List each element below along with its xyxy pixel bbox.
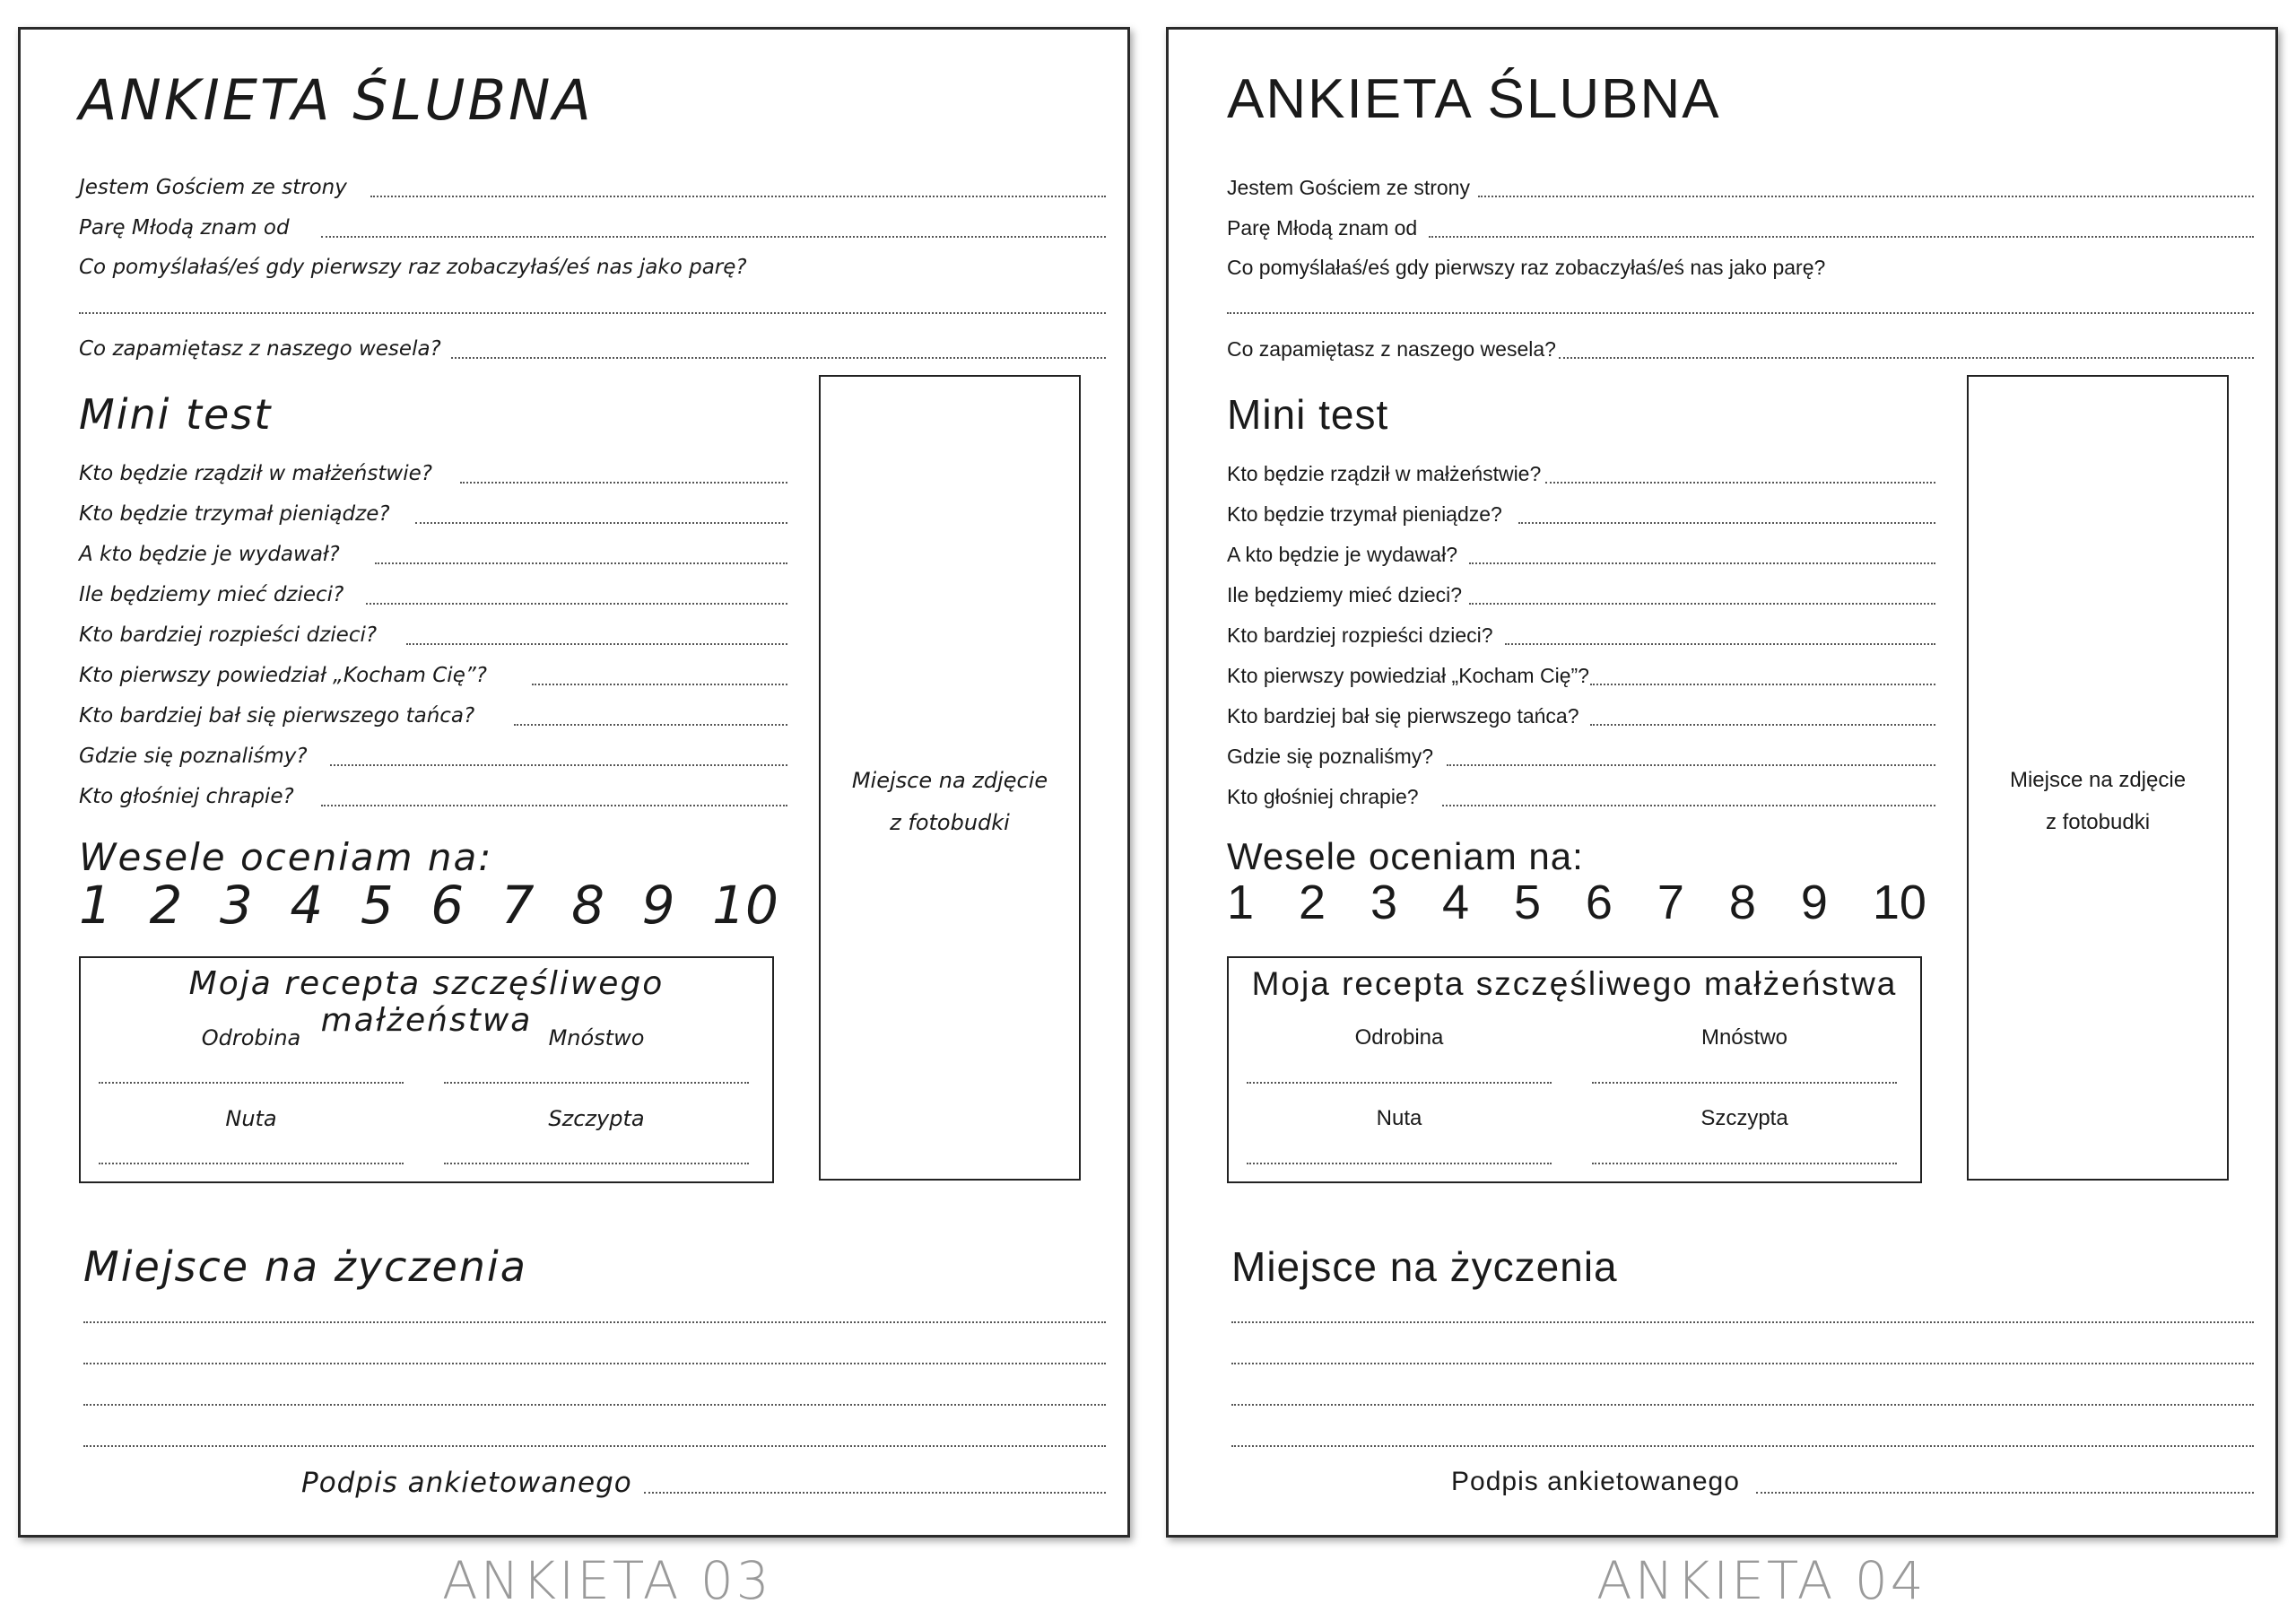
- question-guest-side: Jestem Gościem ze strony: [79, 176, 347, 199]
- photo-box: [819, 375, 1081, 1181]
- mini-test-answer-line[interactable]: [532, 684, 787, 685]
- mini-test-question: A kto będzie je wydawał?: [79, 543, 340, 566]
- recipe-answer-line[interactable]: [1247, 1082, 1552, 1084]
- recipe-label: Szczypta: [1700, 1106, 1788, 1130]
- caption-ankieta-04: ANKIETA 04: [1596, 1550, 1926, 1611]
- recipe-title: Moja recepta szczęśliwego małżeństwa: [1251, 965, 1898, 1002]
- recipe-answer-line[interactable]: [1247, 1163, 1552, 1164]
- recipe-answer-line[interactable]: [1592, 1163, 1897, 1164]
- answer-line-guest-side[interactable]: [370, 196, 1106, 197]
- mini-test-answer-line[interactable]: [460, 482, 787, 484]
- question-know-since: Parę Młodą znam od: [79, 216, 290, 240]
- mini-test-answer-line[interactable]: [415, 522, 787, 524]
- recipe-answer-line[interactable]: [99, 1082, 404, 1084]
- question-guest-side: Jestem Gościem ze strony: [1227, 176, 1470, 199]
- rating-option[interactable]: 5: [360, 875, 394, 936]
- wishes-line[interactable]: [83, 1321, 1106, 1323]
- mini-test-question: Kto będzie trzymał pieniądze?: [1227, 502, 1502, 526]
- question-first-thought: Co pomyślałaś/eś gdy pierwszy raz zobaczyłaś/eś nas jako parę?: [79, 256, 747, 279]
- answer-line-first-thought[interactable]: [79, 312, 1106, 314]
- mini-test-answer-line[interactable]: [1518, 522, 1935, 524]
- mini-test-question: Kto bardziej rozpieści dzieci?: [1227, 623, 1493, 647]
- signature-line[interactable]: [644, 1492, 1106, 1494]
- mini-test-answer-line[interactable]: [366, 603, 787, 605]
- mini-test-question: Kto pierwszy powiedział „Kocham Cię”?: [1227, 664, 1589, 687]
- wishes-heading: Miejsce na życzenia: [83, 1242, 527, 1291]
- question-remember: Co zapamiętasz z naszego wesela?: [79, 337, 441, 361]
- mini-test-heading: Mini test: [1227, 391, 1389, 438]
- rating-option[interactable]: 7: [1657, 876, 1684, 929]
- rating-option[interactable]: 6: [430, 875, 465, 936]
- rating-option[interactable]: 9: [1800, 876, 1828, 929]
- wishes-line[interactable]: [1231, 1321, 2254, 1323]
- signature-label: Podpis ankietowanego: [1451, 1467, 1740, 1496]
- rating-option[interactable]: 8: [571, 875, 605, 936]
- rating-option[interactable]: 2: [1298, 876, 1326, 929]
- rating-scale: [79, 875, 778, 936]
- recipe-box: [1227, 956, 1922, 1183]
- recipe-answer-line[interactable]: [444, 1082, 749, 1084]
- question-remember: Co zapamiętasz z naszego wesela?: [1227, 337, 1556, 361]
- photo-label-line2: z fotobudki: [890, 810, 1010, 835]
- mini-test-question: Kto bardziej rozpieści dzieci?: [79, 623, 378, 647]
- sheet-title: ANKIETA ŚLUBNA: [1227, 68, 1721, 130]
- mini-test-question: A kto będzie je wydawał?: [1227, 543, 1457, 566]
- recipe-label: Mnóstwo: [1700, 1025, 1788, 1050]
- rating-option[interactable]: 3: [219, 875, 253, 936]
- mini-test-question: Ile będziemy mieć dzieci?: [1227, 583, 1463, 606]
- survey-sheet-04: [1166, 27, 2278, 1538]
- survey-sheet-03: [18, 27, 1130, 1538]
- wishes-heading: Miejsce na życzenia: [1231, 1243, 1618, 1290]
- mini-test-answer-line[interactable]: [375, 562, 787, 564]
- mini-test-answer-line[interactable]: [1545, 482, 1935, 484]
- wishes-line[interactable]: [83, 1445, 1106, 1447]
- mini-test-answer-line[interactable]: [321, 805, 787, 806]
- mini-test-heading: Mini test: [79, 390, 273, 439]
- photo-label-line2: z fotobudki: [2045, 810, 2151, 834]
- rating-option[interactable]: 3: [1370, 876, 1398, 929]
- mini-test-question: Kto będzie rządził w małżeństwie?: [1227, 462, 1542, 485]
- answer-line-know-since[interactable]: [321, 236, 1106, 238]
- rating-option[interactable]: 1: [79, 875, 112, 936]
- mini-test-answer-line[interactable]: [406, 643, 787, 645]
- mini-test-answer-line[interactable]: [1442, 805, 1935, 806]
- caption-ankieta-03: ANKIETA 03: [442, 1550, 772, 1611]
- rating-option[interactable]: 4: [1441, 876, 1469, 929]
- recipe-label: Szczypta: [548, 1106, 645, 1131]
- mini-test-question: Gdzie się poznaliśmy?: [79, 745, 308, 768]
- mini-test-question: Kto bardziej bał się pierwszego tańca?: [79, 704, 475, 728]
- mini-test-question: Kto głośniej chrapie?: [1227, 785, 1419, 808]
- signature-label: Podpis ankietowanego: [301, 1467, 632, 1499]
- photo-label-line1: Miejsce na zdjęcie: [851, 768, 1048, 793]
- recipe-label: Nuta: [1376, 1106, 1422, 1130]
- recipe-label: Odrobina: [1354, 1025, 1444, 1050]
- wishes-line[interactable]: [1231, 1404, 2254, 1406]
- mini-test-answer-line[interactable]: [1505, 643, 1935, 645]
- rating-heading: Wesele oceniam na:: [1227, 835, 1584, 877]
- answer-line-remember[interactable]: [1559, 357, 2254, 359]
- rating-option[interactable]: 2: [149, 875, 183, 936]
- rating-option[interactable]: 4: [290, 875, 324, 936]
- answer-line-remember[interactable]: [451, 357, 1106, 359]
- rating-option[interactable]: 7: [500, 875, 535, 936]
- recipe-answer-line[interactable]: [444, 1163, 749, 1164]
- mini-test-answer-line[interactable]: [1590, 724, 1935, 726]
- photo-box: [1967, 375, 2229, 1181]
- mini-test-question: Kto głośniej chrapie?: [79, 785, 294, 808]
- answer-line-guest-side[interactable]: [1478, 196, 2254, 197]
- rating-option[interactable]: 9: [641, 875, 675, 936]
- recipe-box: [79, 956, 774, 1183]
- mini-test-answer-line[interactable]: [1447, 764, 1935, 766]
- mini-test-answer-line[interactable]: [330, 764, 787, 766]
- recipe-answer-line[interactable]: [1592, 1082, 1897, 1084]
- rating-heading: Wesele oceniam na:: [79, 835, 493, 879]
- wishes-line[interactable]: [83, 1363, 1106, 1364]
- wishes-line[interactable]: [83, 1404, 1106, 1406]
- mini-test-question: Ile będziemy mieć dzieci?: [79, 583, 344, 606]
- rating-option[interactable]: 8: [1728, 876, 1756, 929]
- mini-test-question: Kto będzie trzymał pieniądze?: [79, 502, 390, 526]
- mini-test-answer-line[interactable]: [1590, 684, 1935, 685]
- recipe-label: Mnóstwo: [548, 1025, 645, 1050]
- photo-label-line1: Miejsce na zdjęcie: [2009, 768, 2187, 792]
- answer-line-know-since[interactable]: [1429, 236, 2254, 238]
- mini-test-question: Kto będzie rządził w małżeństwie?: [79, 462, 432, 485]
- mini-test-answer-line[interactable]: [1469, 603, 1935, 605]
- wishes-line[interactable]: [1231, 1363, 2254, 1364]
- mini-test-question: Gdzie się poznaliśmy?: [1227, 745, 1434, 768]
- question-first-thought: Co pomyślałaś/eś gdy pierwszy raz zobaczyłaś/eś nas jako parę?: [1227, 256, 1826, 279]
- recipe-label: Odrobina: [201, 1025, 301, 1050]
- mini-test-question: Kto pierwszy powiedział „Kocham Cię”?: [79, 664, 487, 687]
- rating-option[interactable]: 1: [1227, 876, 1255, 929]
- mini-test-answer-line[interactable]: [1469, 562, 1935, 564]
- rating-option[interactable]: 10: [1872, 876, 1926, 929]
- recipe-label: Nuta: [225, 1106, 277, 1131]
- recipe-answer-line[interactable]: [99, 1163, 404, 1164]
- recipe-title: Moja recepta szczęśliwego małżeństwa: [188, 965, 665, 1039]
- wishes-line[interactable]: [1231, 1445, 2254, 1447]
- sheet-title: ANKIETA ŚLUBNA: [79, 67, 594, 133]
- signature-line[interactable]: [1756, 1492, 2254, 1494]
- mini-test-question: Kto bardziej bał się pierwszego tańca?: [1227, 704, 1579, 728]
- rating-scale: [1227, 875, 1926, 930]
- answer-line-first-thought[interactable]: [1227, 312, 2254, 314]
- rating-option[interactable]: 10: [712, 875, 778, 936]
- rating-option[interactable]: 6: [1585, 876, 1613, 929]
- rating-option[interactable]: 5: [1513, 876, 1541, 929]
- question-know-since: Parę Młodą znam od: [1227, 216, 1418, 240]
- mini-test-answer-line[interactable]: [514, 724, 787, 726]
